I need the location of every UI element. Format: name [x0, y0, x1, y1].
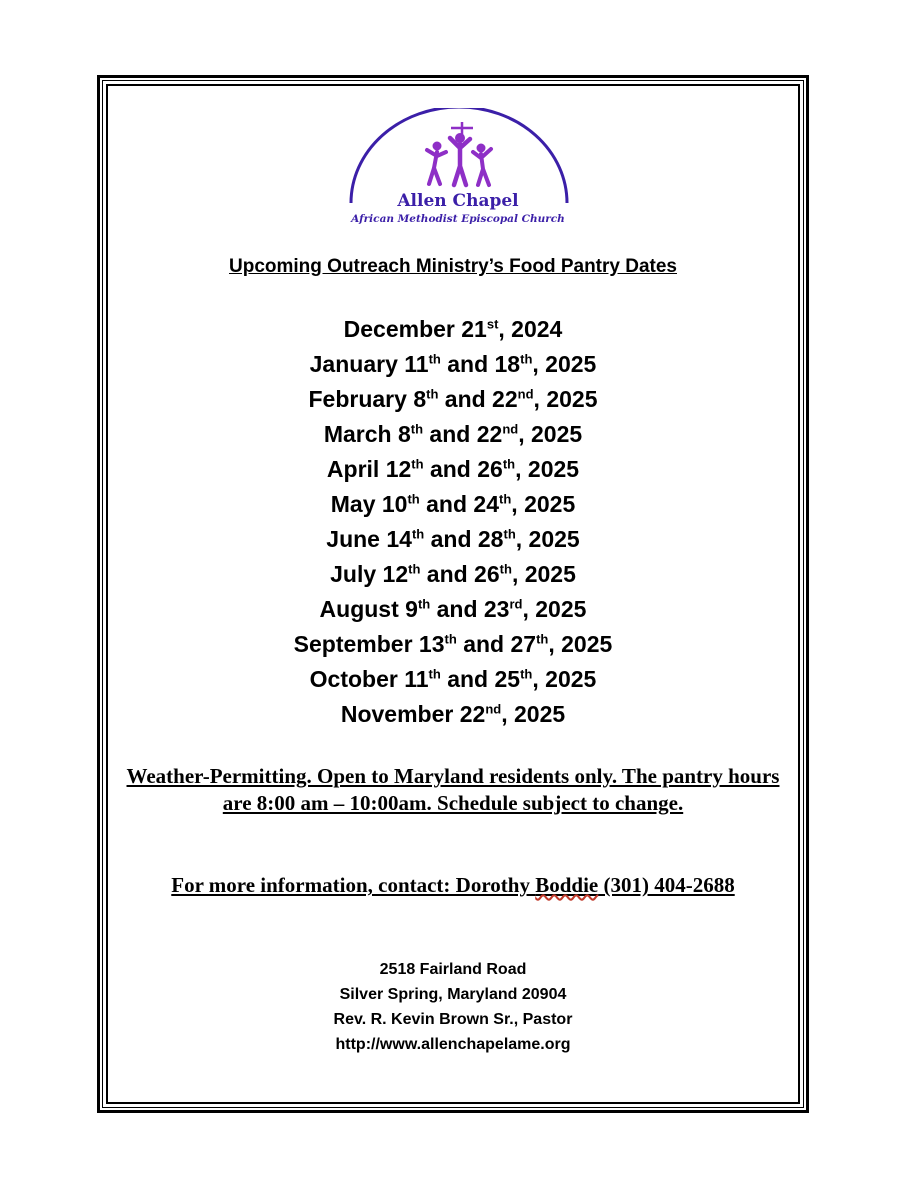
date-text: September 13 [293, 631, 445, 657]
pantry-date [120, 417, 786, 452]
date-text: , 2024 [498, 316, 563, 342]
date-suffix: th [503, 526, 516, 542]
date-suffix: rd [509, 596, 523, 612]
contact-info [120, 872, 786, 899]
date-text: and 22 [423, 421, 503, 447]
pantry-date [120, 312, 786, 347]
date-suffix: th [410, 421, 424, 437]
pantry-date [120, 557, 786, 592]
date-suffix: th [411, 456, 424, 472]
date-text: , 2025 [515, 456, 580, 482]
date-text: , 2025 [518, 421, 583, 447]
date-suffix: th [428, 351, 441, 367]
date-text: , 2025 [533, 386, 598, 412]
date-text: October 11 [309, 666, 429, 692]
date-suffix: th [411, 526, 425, 542]
date-text: and 27 [456, 631, 537, 657]
date-suffix: th [536, 631, 549, 647]
date-text: June 14 [326, 526, 412, 552]
church-address-block [120, 957, 786, 1057]
date-suffix: th [428, 666, 441, 682]
date-text: and 24 [419, 491, 500, 517]
pastor-name: Rev. R. Kevin Brown Sr., Pastor [333, 1011, 573, 1028]
website-link[interactable]: http://www.allenchapelame.org [335, 1036, 571, 1053]
date-suffix: th [426, 386, 439, 402]
date-text: July 12 [330, 561, 409, 587]
contact-prefix: For more information, contact: Dorothy [171, 873, 536, 897]
page-title: Upcoming Outreach Ministry’s Food Pantry Dates [229, 256, 677, 277]
date-text: , 2025 [532, 351, 597, 377]
pantry-notice: Weather-Permitting. Open to Maryland residents only. The pantry hours are 8:00 am – 10:00am. Schedule subject to change. [126, 764, 780, 815]
date-text: , 2025 [511, 491, 576, 517]
address-street: 2518 Fairland Road [379, 961, 527, 978]
pantry-date [120, 697, 786, 732]
date-text: , 2025 [511, 561, 576, 587]
date-text: , 2025 [515, 526, 580, 552]
pantry-date [120, 627, 786, 662]
date-text: March 8 [323, 421, 411, 447]
date-text: and 25 [440, 666, 521, 692]
date-text: January 11 [309, 351, 429, 377]
date-text: August 9 [319, 596, 418, 622]
date-text: and 23 [430, 596, 510, 622]
pantry-date [120, 382, 786, 417]
date-text: and 28 [424, 526, 504, 552]
date-suffix: nd [502, 421, 519, 437]
date-text: and 18 [440, 351, 521, 377]
pantry-date [120, 452, 786, 487]
date-suffix: nd [485, 701, 502, 717]
date-suffix: th [408, 561, 421, 577]
date-suffix: nd [517, 386, 534, 402]
date-text: and 26 [423, 456, 503, 482]
church-name: Allen Chapel [397, 191, 519, 211]
date-text: , 2025 [548, 631, 613, 657]
date-text: April 12 [326, 456, 412, 482]
date-text: November 22 [340, 701, 486, 727]
date-suffix: th [499, 561, 512, 577]
date-text: and 26 [420, 561, 500, 587]
contact-surname: Boddie [535, 873, 599, 897]
date-suffix: th [499, 491, 512, 507]
date-suffix: th [502, 456, 516, 472]
date-suffix: th [444, 631, 457, 647]
date-suffix: st [486, 316, 499, 332]
date-text: February 8 [308, 386, 427, 412]
date-text: , 2025 [532, 666, 597, 692]
date-text: and 22 [438, 386, 518, 412]
pantry-date [120, 522, 786, 557]
pantry-date [120, 662, 786, 697]
contact-phone: (301) 404-2688 [598, 873, 735, 897]
date-text: December 21 [343, 316, 487, 342]
pantry-date [120, 347, 786, 382]
date-suffix: th [417, 596, 431, 612]
date-text: May 10 [330, 491, 408, 517]
pantry-date-list [120, 312, 786, 732]
date-text: , 2025 [501, 701, 566, 727]
pantry-date [120, 592, 786, 627]
date-suffix: th [407, 491, 420, 507]
date-suffix: th [520, 351, 533, 367]
church-subtitle: African Methodist Episcopal Church [351, 213, 565, 225]
date-text: , 2025 [522, 596, 587, 622]
address-city: Silver Spring, Maryland 20904 [339, 986, 567, 1003]
pantry-date [120, 487, 786, 522]
date-suffix: th [520, 666, 533, 682]
